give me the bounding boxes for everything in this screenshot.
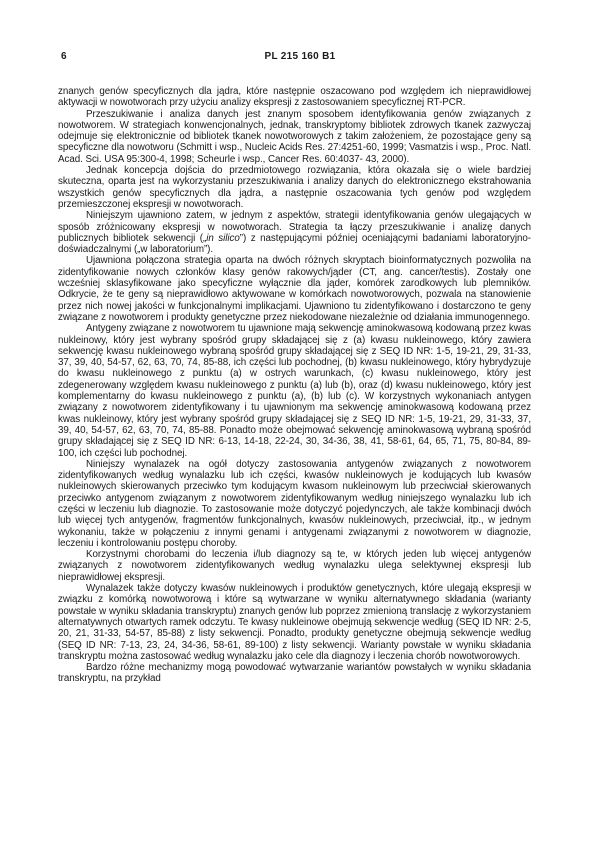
document-id: PL 215 160 B1 <box>264 51 336 62</box>
paragraph-data-mining: Przeszukiwanie i analiza danych jest znanym sposobem identyfikowania genów związanych z nowotworem. W strategiach konwencjonalnych, jednak, transkryptomy bibliotek zdrowych tkanek zazwyczaj odejmuje się elektronicznie od bibliotek tkanek nowotworowych z takim założeniem, że pozostające geny są specyficzne dla nowotworu (Schmitt i wsp., Nucleic Acids Res. 27:4251-60, 1999; Vasmatzis i wsp., Proc. Natl. Acad. Sci. USA 95:300-4, 1998; Scheurle i wsp., Cancer Res. 60:4037- 43, 2000). <box>58 108 531 165</box>
paragraph-combined-strategy: Ujawniona połączona strategia oparta na dwóch różnych skryptach bioinformatycznych pozwoliła na zidentyfikowanie nowych członków klasy genów rakowych/jąder (CT, ang. cancer/testis). Zostały one wcześniej sklasyfikowane jako specyficzne wyłącznie dla jąder, komórek zarodkowych lub plemników. Odkrycie, że te geny są nieprawidłowo aktywowane w komórkach nowotworowych, pozwala na stanowienie przez nich nowej jakości w funkcjonalnymi implikacjami. Ujawniono tu zidentyfikowano i dostarczono te geny związane z nowotworem i produkty genetyczne przez niekodowane niezależnie od działania immunogennego. <box>58 255 531 323</box>
paragraph-antigens-seq-id: Antygeny związane z nowotworem tu ujawnione mają sekwencję aminokwasową kodowaną przez kwas nukleinowy, który jest wybrany spośród grupy składającej się z (a) kwasu nukleinowego, który zawiera sekwencję kwasu nukleinowego wybraną spośród grupy składającej się z SEQ ID NR: 1-5, 19-21, 29, 31-33, 37, 39, 40, 54-57, 62, 63, 70, 74, 85-88, ich części lub pochodnej, (b) kwasu nukleinowego, który hybrydyzuje do kwasu nukleinowego z punktu (a) w ostrych warunkach, (c) kwasu nukleinowego, który jest zdegenerowany względem kwasu nukleinowego z punktu (a) lub (b), oraz (d) kwasu nukleinowego, który jest komplementarny do kwasu nukleinowego z punktu (a), (b) lub (c). W korzystnych wykonaniach antygen związany z nowotworem zidentyfikowany i tu ujawnionym ma sekwencję aminokwasową kodowaną przez kwas nukleinowy, który jest wybrany spośród grupy składającej się z SEQ ID NR: 1-5, 19-21, 29, 31-33, 37, 39, 40, 54-57, 62, 63, 70, 74, 85-88. Ponadto może obejmować sekwencję aminokwasową wybraną spośród grupy składającej się z SEQ ID NR: 6-13, 14-18, 22-24, 30, 34-36, 38, 41, 58-61, 64, 65, 71, 75, 80-84, 89-100, ich części lub pochodnej. <box>58 323 531 459</box>
page-number: 6 <box>61 51 67 62</box>
paragraph-mechanisms: Bardzo różne mechanizmy mogą powodować wytwarzanie wariantów powstałych w wyniku składania transkryptu, na przykład <box>58 662 531 685</box>
paragraph-strategy <box>58 210 531 255</box>
paragraph-strategy-text-2: ”) z następującymi później oceniającymi badaniami laboratoryjno-doświadczalnymi („w laboratorium”). <box>58 232 531 256</box>
paragraph-concept: Jednak koncepcja dojścia do przedmiotowego rozwiązania, która okazała się o wiele bardziej skuteczna, oparta jest na wykorzystaniu przeszukiwania i analizy danych do elektronicznego ekstrahowania wszystkich genów specyficznych dla jądra, a następnie oszacowania tych genów pod względem przemieszczonej ekspresji w nowotworach. <box>58 165 531 210</box>
paragraph-continuation: znanych genów specyficznych dla jądra, które następnie oszacowano pod względem ich nieprawidłowej aktywacji w nowotworach przy użyciu analizy ekspresji z zastosowaniem specyficznej RT-PCR. <box>58 86 531 109</box>
paragraph-strategy-italic-term: in silico <box>206 232 240 244</box>
page-header <box>0 51 600 65</box>
document-body <box>58 86 531 685</box>
paragraph-preferred-diseases: Korzystnymi chorobami do leczenia i/lub diagnozy są te, w których jeden lub więcej antygenów związanych z nowotworem zidentyfikowanych według wynalazku ulega selektywnej ekspresji lub nieprawidłowej ekspresji. <box>58 549 531 583</box>
paragraph-strategy-text-1: Niniejszym ujawniono zatem, w jednym z aspektów, strategii identyfikowania genów ulegających w sposób zróżnicowany ekspresji w nowotworach. Strategia ta łączy przeszukiwanie i analizę danych publicznych bibliotek sekwencji („ <box>58 210 531 244</box>
paragraph-invention-use: Niniejszy wynalazek na ogół dotyczy zastosowania antygenów związanych z nowotworem zidentyfikowanych według wynalazku lub ich części, kwasów nukleinowych je kodujących lub kwasów nukleinowych skierowanych przeciwko tym kodującym kwasom nukleinowym lub przeciwciał skierowanych przeciwko antygenom związanym z nowotworem zidentyfikowanym według niniejszego wynalazku lub ich części w leczeniu lub diagnozie. To zastosowanie może dotyczyć pojedynczych, ale także kombinacji dwóch lub więcej tych antygenów, fragmentów funkcjonalnych, kwasów nukleinowych, przeciwciał, itp., w jednym wykonaniu, także w połączeniu z innymi genami i antygenami związanymi z nowotworem w diagnozie, leczeniu i kontrolowaniu postępu choroby. <box>58 458 531 549</box>
paragraph-splice-variants: Wynalazek także dotyczy kwasów nukleinowych i produktów genetycznych, które ulegają ekspresji w związku z komórką nowotworową i które są wytwarzane w wyniku alternatywnego składania (warianty powstałe w wyniku składania transkryptu) znanych genów lub poprzez zmienioną translację z wykorzystaniem alternatywnych otwartych ramek odczytu. Te kwasy nukleinowe obejmują sekwencje według (SEQ ID NR: 2-5, 20, 21, 31-33, 54-57, 85-88) z listy sekwencji. Ponadto, produkty genetyczne obejmują sekwencje według (SEQ ID NR: 7-13, 23, 24, 34-36, 58-61, 89-100) z listy sekwencji. Warianty powstałe w wyniku składania transkryptu można zastosować według wynalazku jako cele dla diagnozy i leczenia chorób nowotworowych. <box>58 583 531 662</box>
